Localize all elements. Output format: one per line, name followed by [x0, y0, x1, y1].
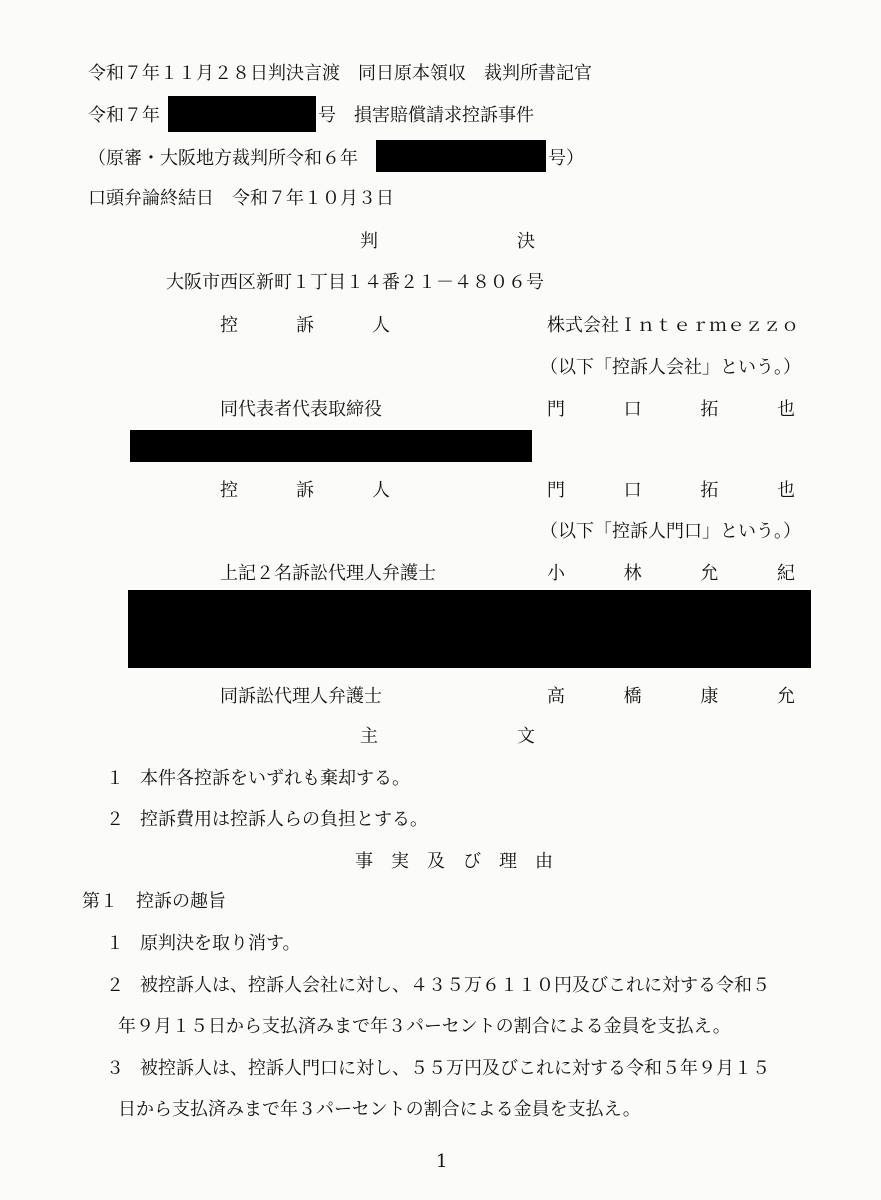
facts-item-2-line1: 被控訴人は、控訴人会社に対し、４３５万６１１０円及びこれに対する令和５	[140, 975, 770, 996]
kadoguchi-alias: （以下「控訴人門口」という。）	[540, 521, 801, 542]
main-text-heading: 主 文	[360, 726, 535, 747]
section-1-heading: 第１ 控訴の趣旨	[82, 891, 226, 912]
appellant2-label: 控 訴 人	[220, 480, 390, 501]
redaction-counsel-address	[128, 590, 811, 668]
facts-item-3-line1: 被控訴人は、控訴人門口に対し、５５万円及びこれに対する令和５年９月１５	[140, 1058, 770, 1079]
counsel-label: 上記２名訴訟代理人弁護士	[220, 563, 436, 584]
company-alias: （以下「控訴人会社」という。）	[540, 357, 801, 378]
main-item-2-text: 控訴費用は控訴人らの負担とする。	[140, 809, 428, 830]
facts-item-1-text: 原判決を取り消す。	[140, 933, 301, 954]
counsel-name: 小 林 允 紀	[547, 563, 795, 584]
appellant-label: 控 訴 人	[220, 315, 390, 336]
document-title	[360, 230, 535, 254]
case-number-suffix: 号 損害賠償請求控訴事件	[318, 105, 534, 126]
counsel2-label: 同訴訟代理人弁護士	[220, 686, 382, 707]
main-item-1-text: 本件各控訴をいずれも棄却する。	[140, 768, 410, 789]
origin-case-prefix: （原審・大阪地方裁判所令和６年	[88, 148, 358, 169]
representative-label: 同代表者代表取締役	[220, 399, 382, 420]
oral-conclusion-date: 口頭弁論終結日 令和７年１０月３日	[88, 188, 394, 209]
title-char: 判	[360, 231, 378, 252]
title-char: 決	[517, 231, 535, 252]
representative-name: 門 口 拓 也	[547, 399, 795, 420]
facts-heading: 事 実 及 び 理 由	[355, 851, 553, 872]
page-number: 1	[436, 1151, 448, 1172]
redaction-address-2	[130, 430, 532, 462]
facts-item-3-num: ３	[106, 1058, 124, 1079]
main-item-2-num: ２	[106, 809, 124, 830]
facts-item-2-num: ２	[106, 975, 124, 996]
facts-item-2-line2: 年９月１５日から支払済みまで年３パーセントの割合による金員を支払え。	[118, 1016, 731, 1037]
main-item-1-num: １	[106, 768, 124, 789]
origin-case-suffix: 号）	[548, 148, 584, 169]
appellant2-name: 門 口 拓 也	[547, 480, 795, 501]
facts-item-3-line2: 日から支払済みまで年３パーセントの割合による金員を支払え。	[118, 1099, 641, 1120]
appellant-address: 大阪市西区新町１丁目１４番２１－４８０６号	[166, 272, 544, 293]
facts-item-1-num: １	[106, 933, 124, 954]
redaction-origin-case-number	[376, 140, 546, 172]
appellant-company-name: 株式会社Ｉｎｔｅｒｍｅｚｚｏ	[547, 315, 799, 336]
judgment-date-line: 令和７年１１月２８日判決言渡 同日原本領収 裁判所書記官	[88, 63, 592, 84]
case-number-prefix: 令和７年	[88, 105, 160, 126]
counsel2-name: 高 橋 康 允	[547, 686, 795, 707]
redaction-case-number	[168, 96, 316, 132]
